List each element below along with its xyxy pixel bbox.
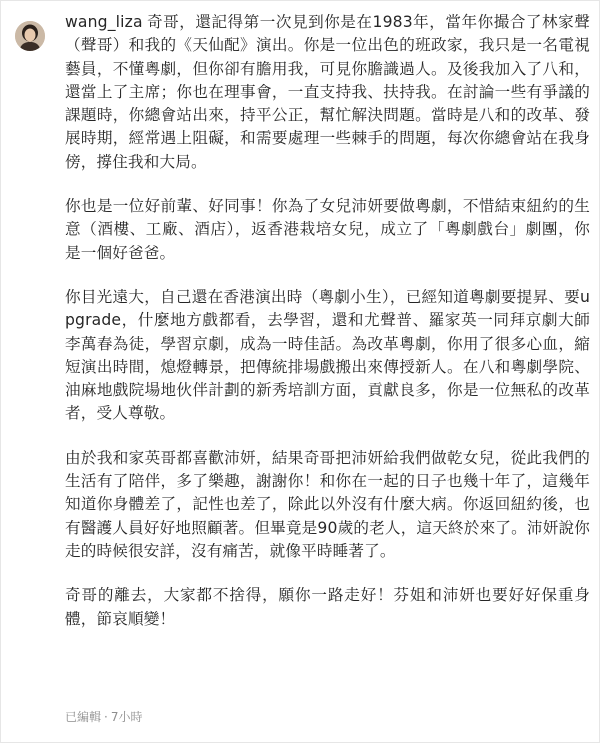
caption-paragraph-5: 奇哥的離去，大家都不捨得，願你一路走好！芬姐和沛妍也要好好保重身體，節哀順變！ bbox=[65, 586, 590, 628]
avatar-icon bbox=[15, 21, 45, 51]
timestamp[interactable]: 7小時 bbox=[110, 710, 143, 724]
post-meta bbox=[65, 708, 142, 725]
caption-paragraph-2: 你也是一位好前輩、好同事！你為了女兒沛妍要做粵劇，不惜結束紐約的生意（酒樓、工廠、酒店），返香港栽培女兒，成立了「粵劇戲台」劇團，你是一個好爸爸。 bbox=[65, 197, 590, 262]
edited-label: 已編輯 bbox=[65, 710, 102, 724]
caption-paragraph-3: 你目光遠大，自己還在香港演出時（粵劇小生），已經知道粵劇要提昇、要upgrade，什麼地方戲都看，去學習，還和尤聲普、羅家英一同拜京劇大師李萬春為徒，學習京劇，成為一時佳話。為改革粵劇，你用了很多心血，縮短演出時間，熄燈轉景，把傳統排場戲搬出來傳授新人。在八和粵劇學院、油麻地戲院場地伙伴計劃的新秀培訓方面，貢獻良多，你是一位無私的改革者，受人尊敬。 bbox=[65, 287, 590, 423]
caption-paragraph-4: 由於我和家英哥都喜歡沛妍，結果奇哥把沛妍給我們做乾女兒，從此我們的生活有了陪伴，多了樂趣，謝謝你！和你在一起的日子也幾十年了，這幾年知道你身體差了，記性也差了，除此以外沒有什麼大病。你返回紐約後，也有醫護人員好好地照顧著。但畢竟是90歲的老人，這天終於來了。沛妍說你走的時候很安詳，沒有痛苦，就像平時睡著了。 bbox=[65, 448, 590, 560]
meta-separator: · bbox=[104, 710, 108, 724]
caption-text-1: 奇哥，還記得第一次見到你是在1983年，當年你撮合了林家聲（聲哥）和我的《天仙配》演出。你是一位出色的班政家，我只是一名電視藝員，不懂粵劇，但你卻有膽用我，可見你膽識過人。及後我加入了八和，還當上了主席；你也在理事會，一直支持我、扶持我。在討論一些有爭議的課題時，你總會站出來，持平公正，幫忙解決問題。當時是八和的改革、發展時期，經常遇上阻礙，和需要處理一些棘手的問題，每次你總會站在我身傍，撐住我和大局。 bbox=[65, 13, 590, 171]
caption-paragraph-1 bbox=[65, 11, 590, 174]
avatar[interactable] bbox=[15, 21, 45, 51]
username-link[interactable]: wang_liza bbox=[65, 13, 143, 31]
post-caption bbox=[65, 11, 590, 652]
